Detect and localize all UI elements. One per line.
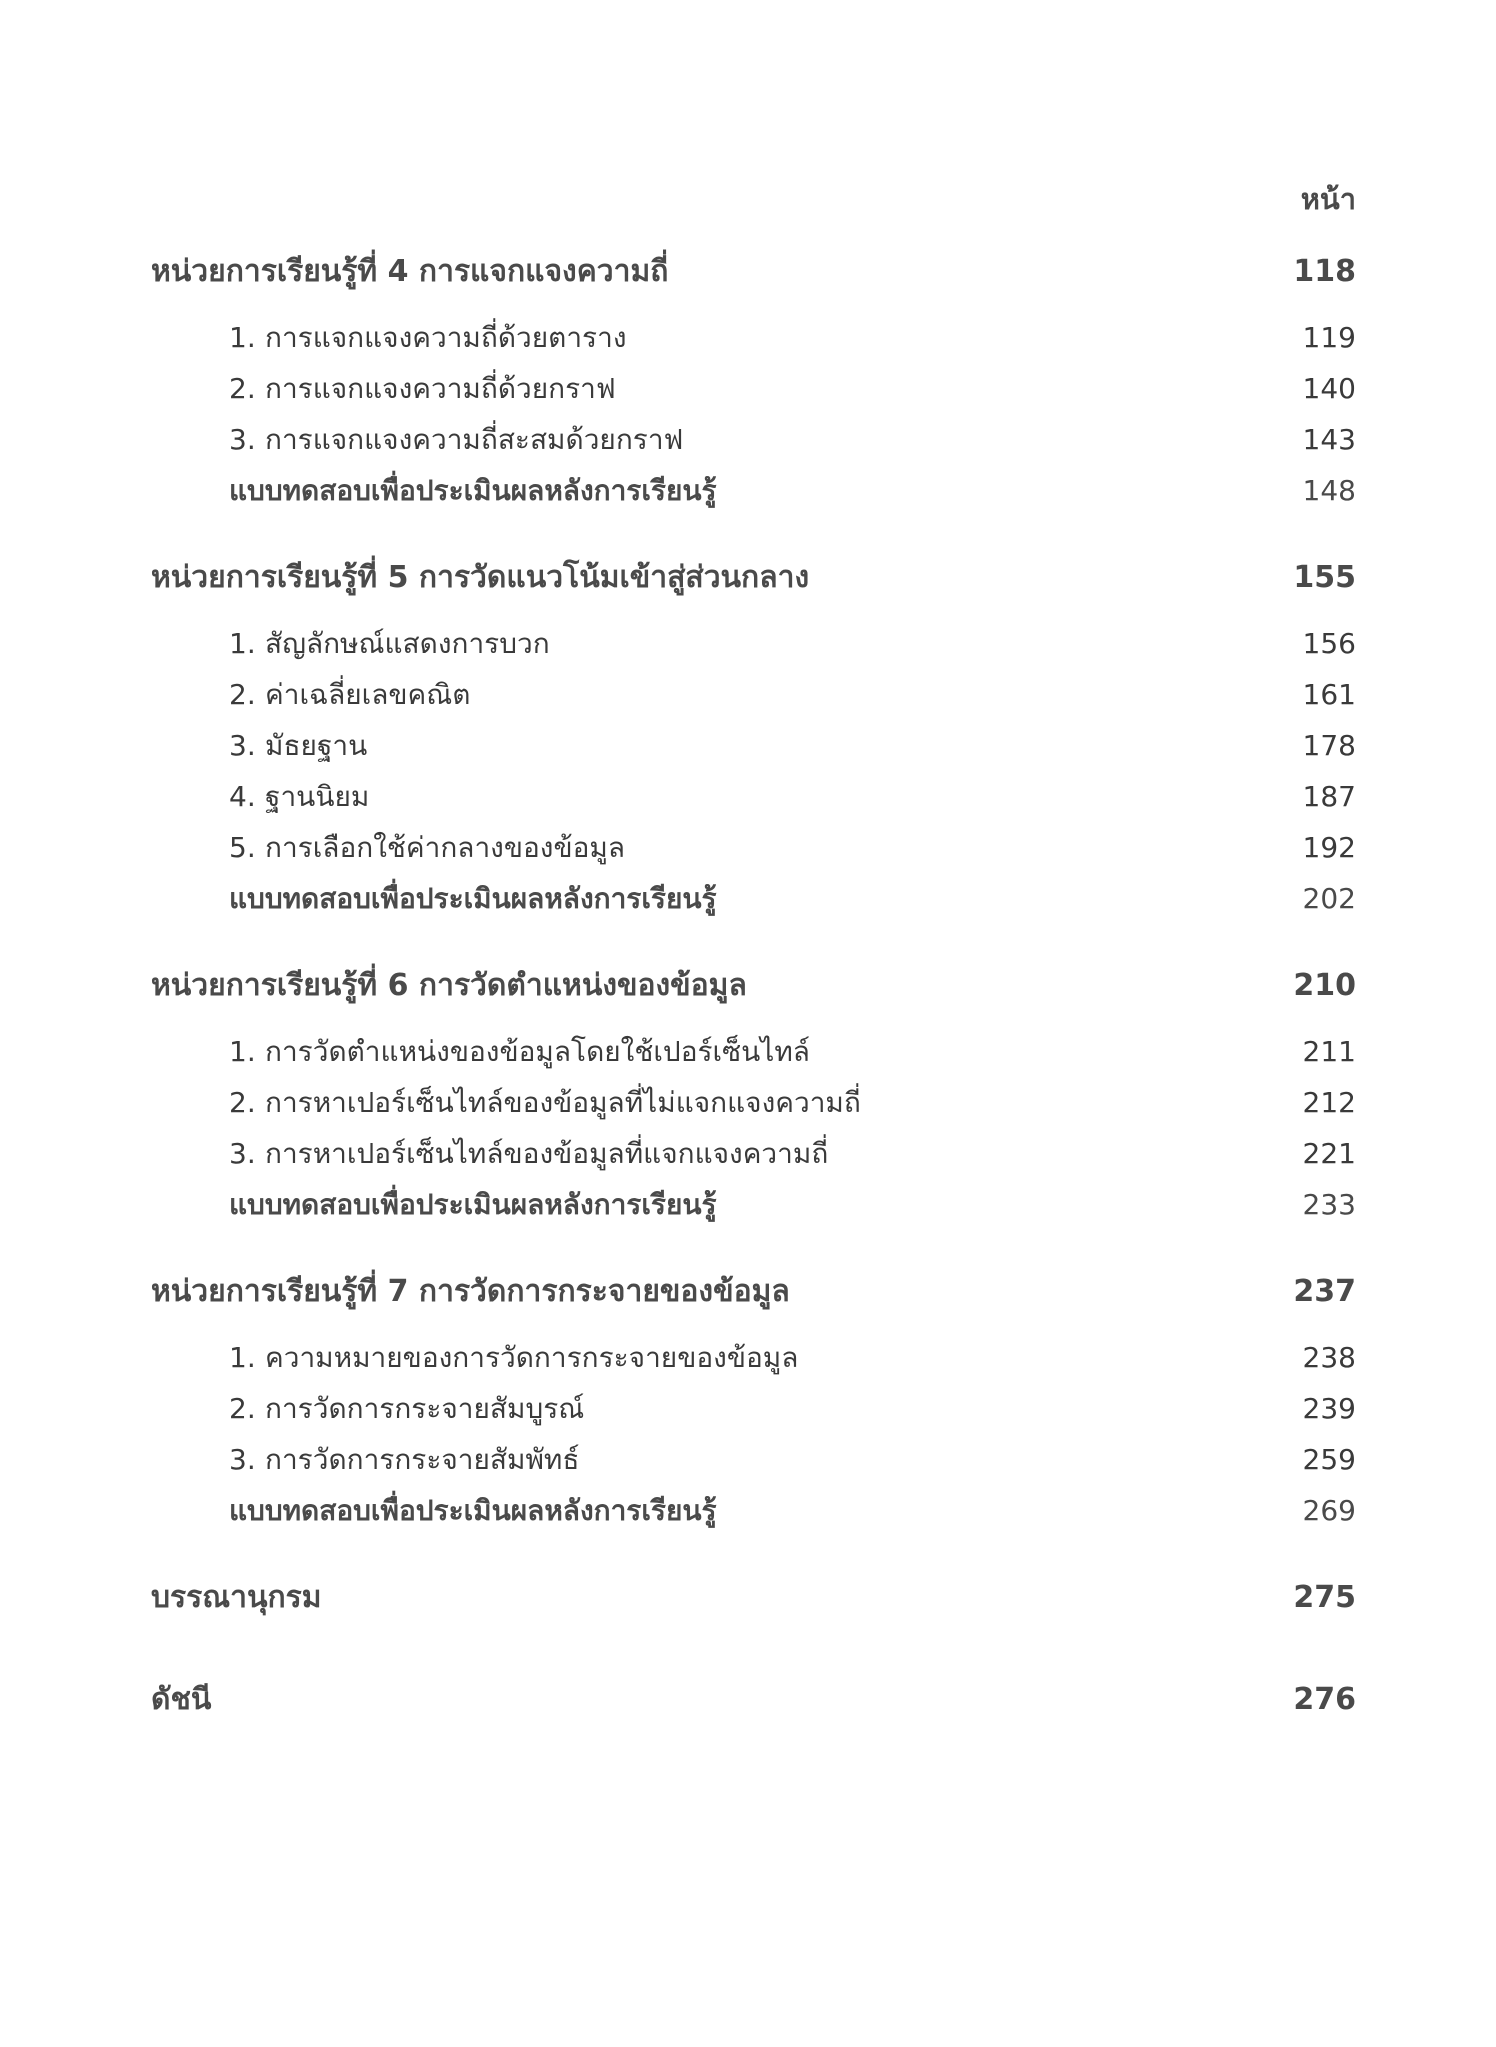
unit-6 xyxy=(151,962,1356,1234)
unit-title-row[interactable] xyxy=(151,1268,1356,1324)
toc-item[interactable] xyxy=(151,316,1356,367)
toc-test-item[interactable] xyxy=(151,1489,1356,1540)
item-number: 2. xyxy=(229,678,256,711)
unit-title-row[interactable] xyxy=(151,554,1356,610)
item-number: 1. xyxy=(229,1035,256,1068)
toc-item[interactable] xyxy=(151,367,1356,418)
index-page-number: 276 xyxy=(1293,1682,1356,1717)
toc-item-label xyxy=(229,316,626,360)
item-text: ค่าเฉลี่ยเลขคณิต xyxy=(265,678,471,711)
item-number: 3. xyxy=(229,1443,256,1476)
toc-item-label xyxy=(229,1081,861,1125)
toc-test-item[interactable] xyxy=(151,469,1356,520)
test-text: แบบทดสอบเพื่อประเมินผลหลังการเรียนรู้ xyxy=(229,1188,717,1221)
page-column-header: หน้า xyxy=(1300,182,1356,216)
toc-item-label xyxy=(229,418,683,462)
bibliography-title: บรรณานุกรม xyxy=(151,1580,322,1615)
toc-item-label xyxy=(229,1387,584,1431)
unit-7 xyxy=(151,1268,1356,1540)
toc-item[interactable] xyxy=(151,622,1356,673)
item-text: สัญลักษณ์แสดงการบวก xyxy=(265,627,550,660)
item-text: การแจกแจงความถี่ด้วยตาราง xyxy=(265,321,627,354)
unit-title: หน่วยการเรียนรู้ที่ 5 การวัดแนวโน้มเข้าสู่ส่วนกลาง xyxy=(151,560,810,595)
bibliography-row[interactable] xyxy=(151,1574,1356,1630)
toc-item-label xyxy=(229,1030,810,1074)
unit-page-number: 210 xyxy=(1293,968,1356,1003)
index-title: ดัชนี xyxy=(151,1682,212,1717)
unit-title-row[interactable] xyxy=(151,962,1356,1018)
item-number: 5. xyxy=(229,831,256,864)
item-text: การแจกแจงความถี่ด้วยกราฟ xyxy=(265,372,616,405)
item-text: ฐานนิยม xyxy=(265,780,370,813)
toc-item[interactable] xyxy=(151,1336,1356,1387)
item-number: 2. xyxy=(229,1086,256,1119)
item-page-number: 238 xyxy=(1302,1341,1356,1374)
toc-test-item[interactable] xyxy=(151,877,1356,928)
unit-page-number: 155 xyxy=(1293,560,1356,595)
item-text: ความหมายของการวัดการกระจายของข้อมูล xyxy=(265,1341,799,1374)
item-text: การวัดการกระจายสัมพัทธ์ xyxy=(265,1443,580,1476)
item-page-number: 140 xyxy=(1302,372,1356,405)
item-number: 4. xyxy=(229,780,256,813)
unit-title: หน่วยการเรียนรู้ที่ 7 การวัดการกระจายของข้อมูล xyxy=(151,1274,790,1309)
toc-item[interactable] xyxy=(151,1438,1356,1489)
item-page-number: 259 xyxy=(1302,1443,1356,1476)
toc-item[interactable] xyxy=(151,673,1356,724)
toc-item[interactable] xyxy=(151,724,1356,775)
toc-item-label xyxy=(229,724,367,768)
test-text: แบบทดสอบเพื่อประเมินผลหลังการเรียนรู้ xyxy=(229,1494,717,1527)
item-text: การแจกแจงความถี่สะสมด้วยกราฟ xyxy=(265,423,684,456)
unit-title: หน่วยการเรียนรู้ที่ 4 การแจกแจงความถี่ xyxy=(151,254,669,289)
item-page-number: 239 xyxy=(1302,1392,1356,1425)
test-text: แบบทดสอบเพื่อประเมินผลหลังการเรียนรู้ xyxy=(229,882,717,915)
test-page-number: 202 xyxy=(1302,882,1356,915)
test-text: แบบทดสอบเพื่อประเมินผลหลังการเรียนรู้ xyxy=(229,474,717,507)
toc-item-label xyxy=(229,826,625,870)
toc-item-label xyxy=(229,367,616,411)
item-number: 3. xyxy=(229,729,256,762)
item-page-number: 212 xyxy=(1302,1086,1356,1119)
unit-title: หน่วยการเรียนรู้ที่ 6 การวัดตำแหน่งของข้อมูล xyxy=(151,968,747,1003)
unit-title-row[interactable] xyxy=(151,248,1356,304)
item-page-number: 161 xyxy=(1302,678,1356,711)
item-page-number: 221 xyxy=(1302,1137,1356,1170)
toc-item-label xyxy=(229,1132,828,1176)
toc-test-item[interactable] xyxy=(151,1183,1356,1234)
item-number: 3. xyxy=(229,1137,256,1170)
toc-item-label xyxy=(229,622,550,666)
item-text: การวัดการกระจายสัมบูรณ์ xyxy=(265,1392,585,1425)
item-text: การวัดตำแหน่งของข้อมูลโดยใช้เปอร์เซ็นไทล์ xyxy=(265,1035,810,1068)
unit-page-number: 237 xyxy=(1293,1274,1356,1309)
item-text: การเลือกใช้ค่ากลางของข้อมูล xyxy=(265,831,626,864)
index-row[interactable] xyxy=(151,1676,1356,1732)
item-page-number: 211 xyxy=(1302,1035,1356,1068)
toc-item[interactable] xyxy=(151,1387,1356,1438)
item-page-number: 119 xyxy=(1302,321,1356,354)
item-text: มัธยฐาน xyxy=(265,729,368,762)
unit-4 xyxy=(151,248,1356,520)
item-number: 2. xyxy=(229,1392,256,1425)
table-of-contents xyxy=(151,248,1356,1778)
toc-item-label xyxy=(229,1438,579,1482)
item-text: การหาเปอร์เซ็นไทล์ของข้อมูลที่ไม่แจกแจงความถี่ xyxy=(265,1086,861,1119)
item-number: 1. xyxy=(229,321,256,354)
item-page-number: 187 xyxy=(1302,780,1356,813)
item-number: 3. xyxy=(229,423,256,456)
item-number: 1. xyxy=(229,627,256,660)
toc-item-label xyxy=(229,775,369,819)
toc-item[interactable] xyxy=(151,826,1356,877)
toc-item[interactable] xyxy=(151,418,1356,469)
item-number: 2. xyxy=(229,372,256,405)
test-page-number: 148 xyxy=(1302,474,1356,507)
test-page-number: 269 xyxy=(1302,1494,1356,1527)
toc-item-label xyxy=(229,673,470,717)
bibliography-page-number: 275 xyxy=(1293,1580,1356,1615)
toc-item[interactable] xyxy=(151,1030,1356,1081)
toc-item[interactable] xyxy=(151,1081,1356,1132)
item-page-number: 178 xyxy=(1302,729,1356,762)
toc-item-label xyxy=(229,1336,798,1380)
item-text: การหาเปอร์เซ็นไทล์ของข้อมูลที่แจกแจงความถี่ xyxy=(265,1137,829,1170)
toc-item[interactable] xyxy=(151,775,1356,826)
unit-page-number: 118 xyxy=(1293,254,1356,289)
item-page-number: 156 xyxy=(1302,627,1356,660)
item-page-number: 192 xyxy=(1302,831,1356,864)
toc-item[interactable] xyxy=(151,1132,1356,1183)
item-number: 1. xyxy=(229,1341,256,1374)
item-page-number: 143 xyxy=(1302,423,1356,456)
unit-5 xyxy=(151,554,1356,928)
test-page-number: 233 xyxy=(1302,1188,1356,1221)
